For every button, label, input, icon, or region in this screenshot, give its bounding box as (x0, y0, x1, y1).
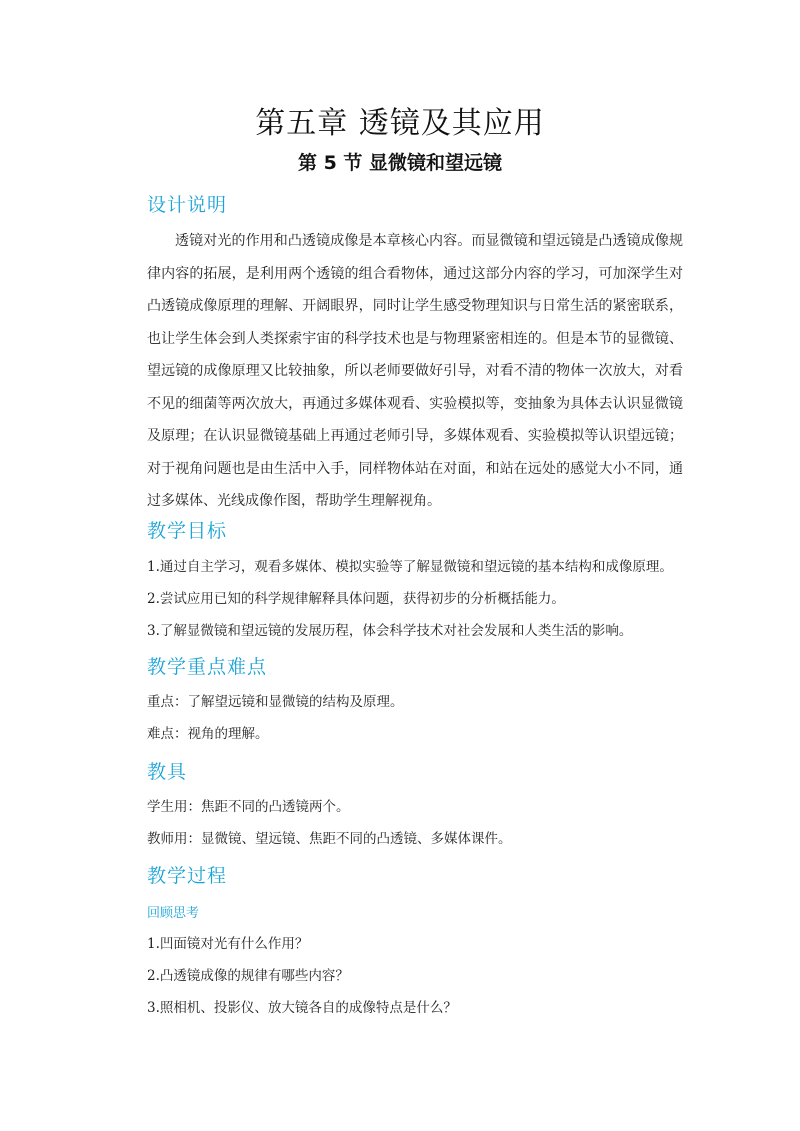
objectives-heading: 教学目标 (147, 520, 228, 542)
process-subheading: 回顾思考 (147, 906, 200, 921)
keypoint-item: 难点：视角的理解。 (147, 726, 269, 742)
chapter-title: 第五章 透镜及其应用 (255, 106, 545, 141)
process-item: 3.照相机、投影仪、放大镜各自的成像特点是什么？ (147, 1000, 457, 1016)
process-heading: 教学过程 (147, 865, 228, 887)
tools-heading: 教具 (147, 761, 188, 783)
process-item: 1.凹面镜对光有什么作用？ (147, 936, 309, 952)
objective-item: 2.尝试应用已知的科学规律解释具体问题，获得初步的分析概括能力。 (147, 591, 565, 607)
design-paragraph: 透镜对光的作用和凸透镜成像是本章核心内容。而显微镜和望远镜是凸透镜成像规律内容的拓展，是利用两个透镜的组合看物体，通过这部分内容的学习，可加深学生对凸透镜成像原理的理解、开阔眼界，同时让学生感受物理知识与日常生活的紧密联系，也让学生体会到人类探索宇宙的科学技术也是与物理紧密相连的。但是本节的显微镜、望远镜的成像原理又比较抽象，所以老师要做好引导，对看不清的物体一次放大，对看不见的细菌等两次放大，再通过多媒体观看、实验模拟等，变抽象为具体去认识显微镜及原理；在认识显微镜基础上再通过老师引导，多媒体观看、实验模拟等认识望远镜；对于视角问题也是由生活中入手，同样物体站在对面，和站在远处的感觉大小不同，通过多媒体、光线成像作图，帮助学生理解视角。 (147, 233, 683, 509)
keypoints-heading: 教学重点难点 (147, 656, 268, 678)
objective-item: 3.了解显微镜和望远镜的发展历程，体会科学技术对社会发展和人类生活的影响。 (147, 623, 633, 639)
tool-item: 教师用：显微镜、望远镜、焦距不同的凸透镜、多媒体课件。 (147, 831, 512, 847)
keypoint-item: 重点：了解望远镜和显微镜的结构及原理。 (147, 694, 404, 710)
section-title: 第 5 节 显微镜和望远镜 (297, 152, 503, 174)
tool-item: 学生用：焦距不同的凸透镜两个。 (147, 799, 350, 815)
process-item: 2.凸透镜成像的规律有哪些内容？ (147, 968, 349, 984)
objective-item: 1.通过自主学习，观看多媒体、模拟实验等了解显微镜和望远镜的基本结构和成像原理。 (147, 559, 673, 575)
design-heading: 设计说明 (147, 194, 228, 216)
